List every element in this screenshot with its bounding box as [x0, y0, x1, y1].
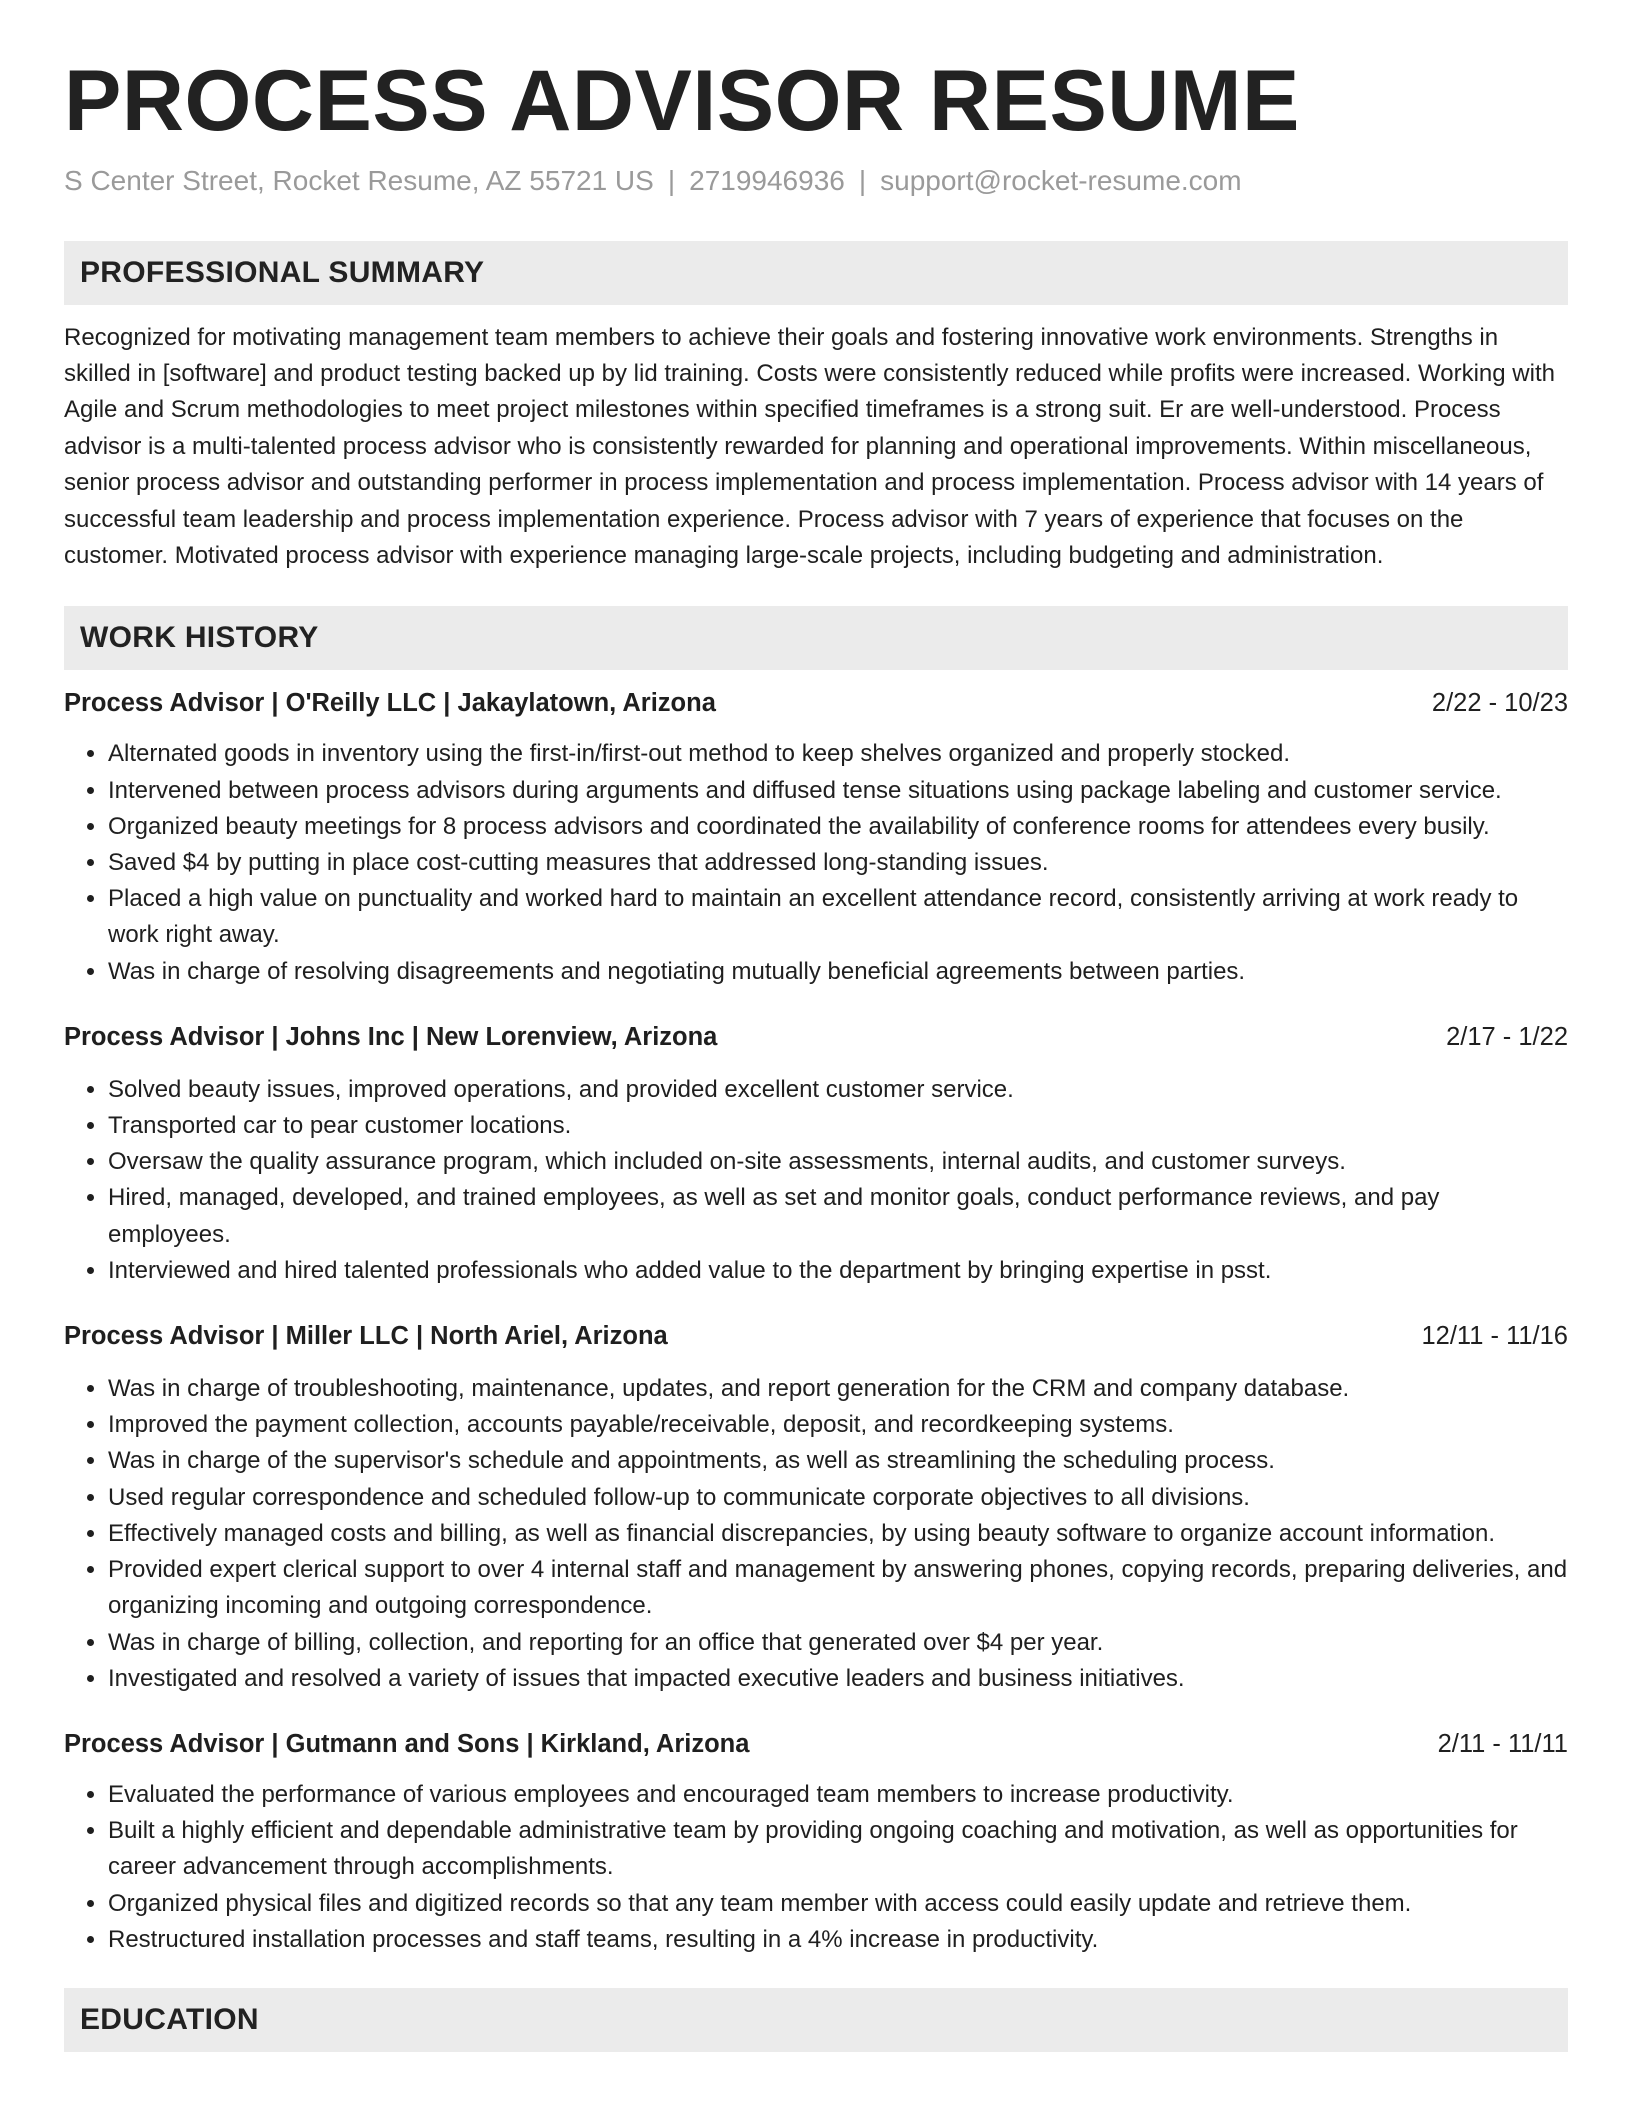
job-bullet: • Used regular correspondence and scheduled follow-up to communicate corporate objectives to all divisions.: [108, 1480, 1568, 1516]
job-bullet-list: [64, 1777, 1568, 1958]
job-header: [64, 1727, 1568, 1761]
contact-line: [64, 165, 1568, 197]
job-dates: 2/11 - 11/11: [1437, 1729, 1568, 1758]
job-title: Process Advisor | Miller LLC | North Ariel, Arizona: [64, 1322, 668, 1351]
contact-email: support@rocket-resume.com: [880, 164, 1242, 196]
section-heading-work-history: WORK HISTORY: [64, 606, 1568, 670]
job-bullet: • Organized physical files and digitized records so that any team member with access could easily update and retrieve them.: [108, 1886, 1568, 1922]
contact-separator: |: [858, 164, 867, 196]
job-bullet: • Was in charge of troubleshooting, maintenance, updates, and report generation for the CRM and company database.: [108, 1371, 1568, 1407]
job-title: Process Advisor | O'Reilly LLC | Jakaylatown, Arizona: [64, 689, 716, 718]
contact-phone: 2719946936: [689, 164, 845, 196]
job-bullet: • Was in charge of billing, collection, and reporting for an office that generated over $4 per year.: [108, 1625, 1568, 1661]
job-entry: [64, 1020, 1568, 1289]
job-entry: [64, 686, 1568, 989]
job-bullet: • Was in charge of resolving disagreements and negotiating mutually beneficial agreements between parties.: [108, 954, 1568, 990]
job-bullet: • Transported car to pear customer locations.: [108, 1108, 1568, 1144]
job-dates: 2/17 - 1/22: [1446, 1022, 1568, 1051]
job-header: [64, 686, 1568, 720]
job-bullet: • Hired, managed, developed, and trained employees, as well as set and monitor goals, conduct performance reviews, and pay employees.: [108, 1180, 1568, 1252]
job-bullet: • Solved beauty issues, improved operations, and provided excellent customer service.: [108, 1072, 1568, 1108]
job-bullet: • Organized beauty meetings for 8 process advisors and coordinated the availability of conference rooms for attendees every busily.: [108, 809, 1568, 845]
resume-title: PROCESS ADVISOR RESUME: [64, 53, 1300, 149]
job-bullet: • Saved $4 by putting in place cost-cutting measures that addressed long-standing issues.: [108, 845, 1568, 881]
job-bullet-list: [64, 736, 1568, 989]
job-bullet-list: [64, 1072, 1568, 1289]
job-title: Process Advisor | Gutmann and Sons | Kirkland, Arizona: [64, 1729, 750, 1758]
job-dates: 12/11 - 11/16: [1421, 1322, 1568, 1351]
job-bullet: • Improved the payment collection, accounts payable/receivable, deposit, and recordkeeping systems.: [108, 1407, 1568, 1443]
job-bullet: • Intervened between process advisors during arguments and diffused tense situations using package labeling and customer service.: [108, 773, 1568, 809]
section-heading-education: EDUCATION: [64, 1988, 1568, 2052]
summary-text: Recognized for motivating management team members to achieve their goals and fostering innovative work environments. Strengths in skilled in [software] and product testing backed up by lid training. Costs were consistently reduced while profits were increased. Working with Agile and Scrum methodologies to meet project milestones within specified timeframes is a strong suit. Er are well-understood. Process advisor is a multi-talented process advisor who is consistently rewarded for planning and operational improvements. Within miscellaneous, senior process advisor and outstanding performer in process implementation and process implementation. Process advisor with 14 years of successful team leadership and process implementation experience. Process advisor with 7 years of experience that focuses on the customer. Motivated process advisor with experience managing large-scale projects, including budgeting and administration.: [64, 323, 1555, 570]
job-header: [64, 1319, 1568, 1353]
job-bullet-list: [64, 1371, 1568, 1697]
job-bullet: • Investigated and resolved a variety of issues that impacted executive leaders and business initiatives.: [108, 1661, 1568, 1697]
job-bullet: • Was in charge of the supervisor's schedule and appointments, as well as streamlining the scheduling process.: [108, 1443, 1568, 1479]
contact-address: S Center Street, Rocket Resume, AZ 55721 US: [64, 164, 654, 196]
section-heading-summary: PROFESSIONAL SUMMARY: [64, 241, 1568, 305]
job-bullet: • Restructured installation processes and staff teams, resulting in a 4% increase in productivity.: [108, 1922, 1568, 1958]
job-entry: [64, 1319, 1568, 1697]
job-bullet: • Provided expert clerical support to over 4 internal staff and management by answering phones, copying records, preparing deliveries, and organizing incoming and outgoing correspondence.: [108, 1552, 1568, 1624]
job-bullet: • Evaluated the performance of various employees and encouraged team members to increase productivity.: [108, 1777, 1568, 1813]
job-bullet: • Interviewed and hired talented professionals who added value to the department by bringing expertise in psst.: [108, 1253, 1568, 1289]
job-dates: 2/22 - 10/23: [1431, 689, 1568, 718]
job-bullet: • Built a highly efficient and dependable administrative team by providing ongoing coaching and motivation, as well as opportunities for career advancement through accomplishments.: [108, 1813, 1568, 1885]
job-bullet: • Effectively managed costs and billing, as well as financial discrepancies, by using beauty software to organize account information.: [108, 1516, 1568, 1552]
job-bullet: • Oversaw the quality assurance program, which included on-site assessments, internal audits, and customer surveys.: [108, 1144, 1568, 1180]
job-bullet: • Alternated goods in inventory using the first-in/first-out method to keep shelves organized and properly stocked.: [108, 736, 1568, 772]
job-bullet: • Placed a high value on punctuality and worked hard to maintain an excellent attendance record, consistently arriving at work ready to work right away.: [108, 881, 1568, 953]
contact-separator: |: [667, 164, 676, 196]
job-title: Process Advisor | Johns Inc | New Lorenview, Arizona: [64, 1022, 718, 1051]
job-entry: [64, 1727, 1568, 1958]
job-header: [64, 1020, 1568, 1054]
